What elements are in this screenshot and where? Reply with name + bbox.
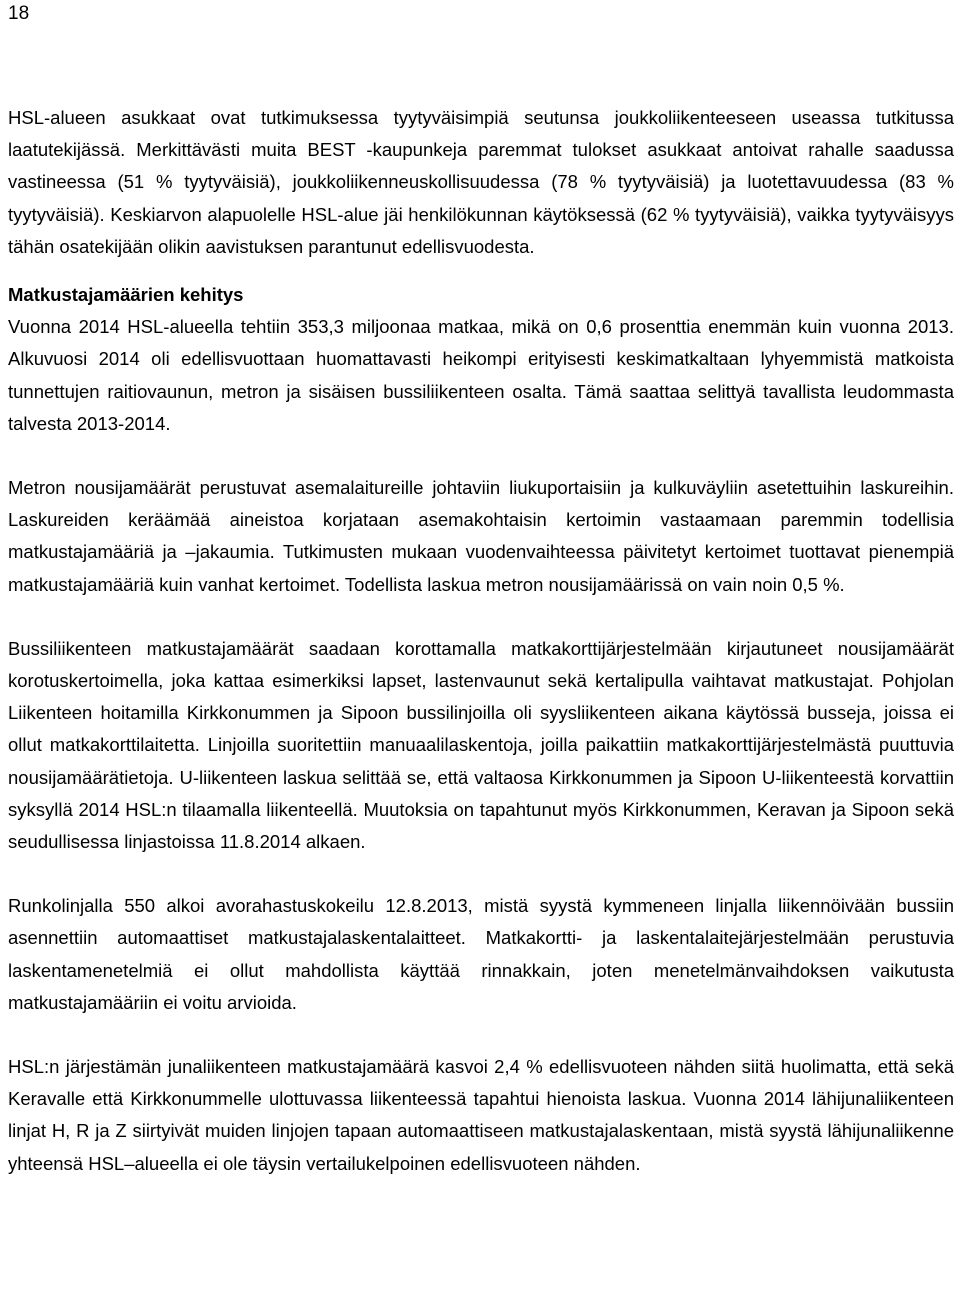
page-number: 18 [8,3,30,24]
paragraph-trunk-line: Runkolinjalla 550 alkoi avorahastuskokeilu 12.8.2013, mistä syystä kymmeneen linjalla liikennöivään bussiin asennettiin automaattiset matkustajalaskentalaitteet. Matkakortti- ja laskentalaitejärjestelmään perustuvia laskentamenetelmiä ei ollut mahdollista käyttää rinnakkain, joten menetelmänvaihdoksen vaikutusta matkustajamääriin ei voitu arvioida. [8,895,954,1013]
section-heading: Matkustajamäärien kehitys [8,284,244,306]
paragraph-train: HSL:n järjestämän junaliikenteen matkustajamäärä kasvoi 2,4 % edellisvuoteen nähden siitä huolimatta, että sekä Keravalle että Kirkkonummelle ulottuvassa liikenteessä tapahtui hienoista laskua. Vuonna 2014 lähijunaliikenteen linjat H, R ja Z siirtyivät muiden linjojen tapaan automaattiseen matkustajalaskentaan, mistä syystä lähijunaliikenne yhteensä HSL–alueella ei ole täysin vertailukelpoinen edellisvuoteen nähden. [8,1056,954,1174]
paragraph-trips-2014: Vuonna 2014 HSL-alueella tehtiin 353,3 miljoonaa matkaa, mikä on 0,6 prosenttia enemmän kuin vuonna 2013. Alkuvuosi 2014 oli edellisvuottaan huomattavasti heikompi erityisesti keskimatkaltaan lyhyemmistä matkoista tunnettujen raitiovaunun, metron ja sisäisen bussiliikenteen osalta. Tämä saattaa selittyä tavallista leudommasta talvesta 2013-2014. [8,316,954,434]
document-body [8,102,954,1180]
paragraph-satisfaction: HSL-alueen asukkaat ovat tutkimuksessa tyytyväisimpiä seutunsa joukkoliikenteeseen useassa tutkitussa laatutekijässä. Merkittävästi muita BEST -kaupunkeja paremmat tulokset asukkaat antoivat rahalle saadussa vastineessa (51 % tyytyväisiä), joukkoliikenneuskollisuudessa (78 % tyytyväisiä) ja luotettavuudessa (83 % tyytyväisiä). Keskiarvon alapuolelle HSL-alue jäi henkilökunnan käytöksessä (62 % tyytyväisiä), vaikka tyytyväisyys tähän osatekijään olikin aavistuksen parantunut edellisvuodesta. [8,107,954,257]
paragraph-metro: Metron nousijamäärät perustuvat asemalaitureille johtaviin liukuportaisiin ja kulkuväyliin asetettuihin laskureihin. Laskureiden keräämää aineistoa korjataan asemakohtaisin kertoimin vastaamaan paremmin todellisia matkustajamääriä ja –jakaumia. Tutkimusten mukaan vuodenvaihteessa päivitetyt kertoimet tuottavat pienempiä matkustajamääriä kuin vanhat kertoimet. Todellista laskua metron nousijamäärissä on vain noin 0,5 %. [8,477,954,595]
paragraph-bus: Bussiliikenteen matkustajamäärät saadaan korottamalla matkakorttijärjestelmään kirjautuneet nousijamäärät korotuskertoimella, joka kattaa esimerkiksi lapset, lastenvaunut sekä kertalipulla vaihtavat matkustajat. Pohjolan Liikenteen hoitamilla Kirkkonummen ja Sipoon bussilinjoilla oli syysliikenteen aikana käytössä busseja, joissa ei ollut matkakorttilaitetta. Linjoilla suoritettiin manuaalilaskentoja, joilla paikattiin matkakorttijärjestelmästä puuttuvia nousijamäärätietoja. U-liikenteen laskua selittää se, että valtaosa Kirkkonummen ja Sipoon U-liikenteestä korvattiin syksyllä 2014 HSL:n tilaamalla liikenteellä. Muutoksia on tapahtunut myös Kirkkonummen, Keravan ja Sipoon sekä seudullisessa linjastoissa 11.8.2014 alkaen. [8,637,954,853]
